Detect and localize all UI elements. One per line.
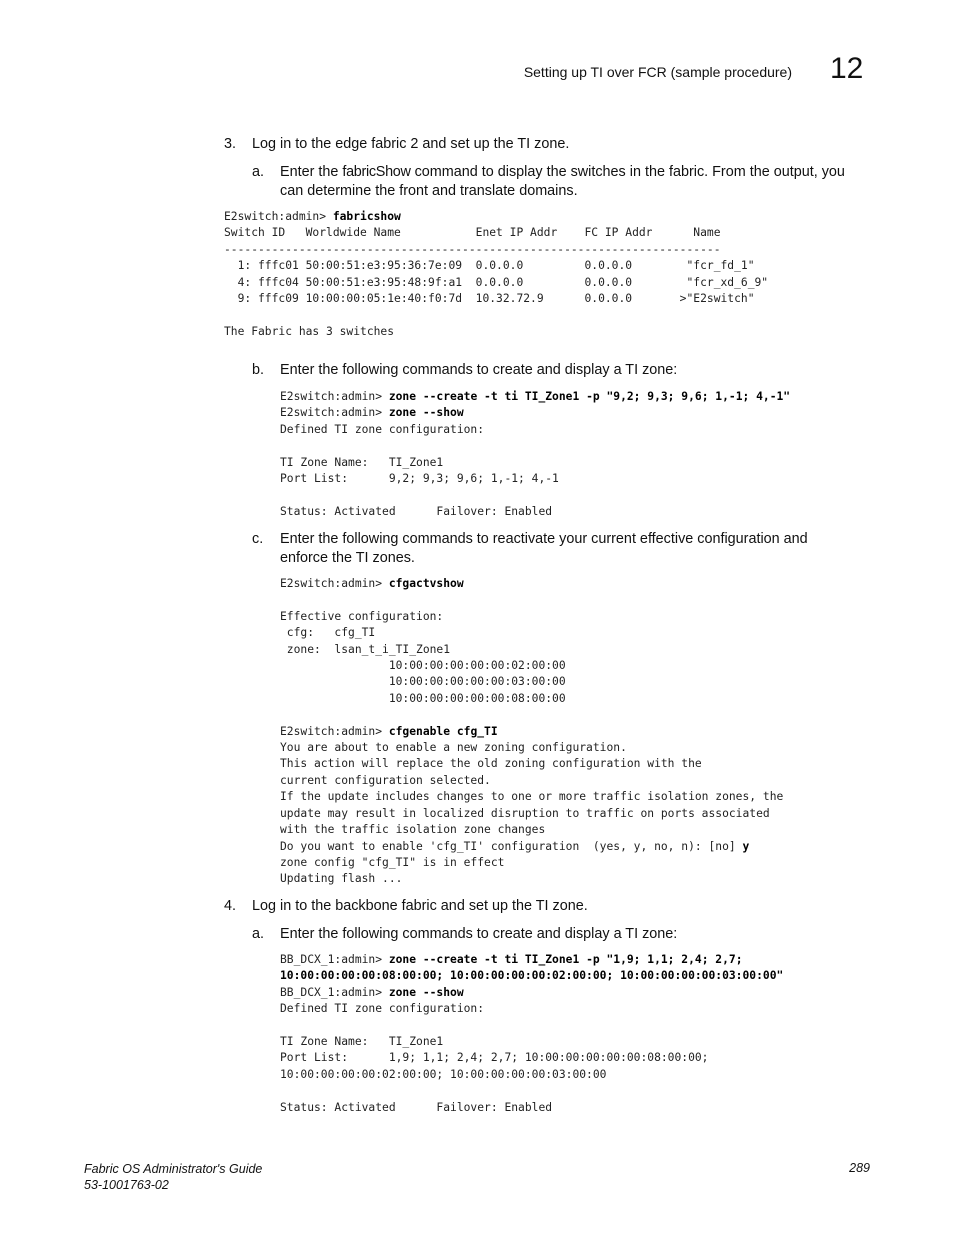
code-prompt: BB_DCX_1:admin>	[280, 953, 389, 966]
code-line	[280, 1083, 783, 1099]
step-3a-text-before: Enter the	[280, 164, 343, 180]
code-command: cfgactvshow	[388, 577, 464, 590]
code-output-text: -------------------------------------------------------------------------	[224, 242, 721, 256]
code-prompt: E2switch:admin>	[280, 577, 389, 590]
code-line	[280, 1034, 783, 1050]
code-line	[224, 324, 768, 340]
code-output-text: TI Zone Name: TI_Zone1	[280, 1035, 444, 1049]
code-command: cfgenable cfg_TI	[388, 724, 498, 738]
code-output-text: Status: Activated Failover: Enabled	[280, 504, 553, 518]
code-line	[280, 576, 783, 592]
code-line	[224, 275, 768, 291]
code-output-text: update may result in localized disruption to traffic on ports associated	[280, 806, 770, 820]
code-line	[224, 258, 768, 274]
code-line	[280, 871, 783, 887]
code-output-text: zone config "cfg_TI" is in effect	[280, 855, 505, 869]
code-output-text: current configuration selected.	[280, 773, 491, 787]
code-line	[280, 691, 783, 707]
code-line	[280, 707, 783, 723]
code-block-zone-create	[280, 389, 790, 520]
code-output-text: 9: fffc09 10:00:00:05:1e:40:f0:7d 10.32.72.9 0.0.0.0 >"E2switch"	[224, 292, 755, 306]
code-line	[280, 1018, 783, 1034]
code-line	[280, 773, 783, 789]
step-3-text: Log in to the edge fabric 2 and set up the TI zone.	[252, 136, 570, 152]
code-output-text: If the update includes changes to one or more traffic isolation zones, the	[280, 790, 784, 804]
code-output-text: zone: lsan_t_i_TI_Zone1	[280, 642, 451, 656]
code-output-text: Effective configuration:	[280, 609, 444, 623]
code-command: zone --create -t ti TI_Zone1 -p "9,2; 9,3; 9,6; 1,-1; 4,-1"	[388, 390, 791, 403]
code-line	[280, 789, 783, 805]
code-output-text: 10:00:00:00:00:00:08:00:00	[280, 691, 566, 705]
code-line	[280, 1050, 783, 1066]
code-line	[280, 609, 783, 625]
code-line	[280, 389, 790, 405]
code-line	[280, 839, 783, 855]
code-prompt: BB_DCX_1:admin>	[280, 985, 389, 999]
step-4a-text: Enter the following commands to create and display a TI zone:	[280, 926, 678, 942]
code-output-text: 10:00:00:00:00:00:02:00:00	[280, 659, 566, 673]
code-output-text: Port List: 1,9; 1,1; 2,4; 2,7; 10:00:00:00:00:00:08:00:00;	[280, 1051, 709, 1065]
step-4-number: 4.	[224, 898, 237, 914]
code-output-text: 10:00:00:00:00:02:00:00; 10:00:00:00:00:03:00:00	[280, 1067, 607, 1081]
code-line	[280, 822, 783, 838]
code-line	[280, 1001, 783, 1017]
step-3-number: 3.	[224, 136, 237, 152]
code-command: 10:00:00:00:00:08:00:00; 10:00:00:00:00:02:00:00; 10:00:00:00:00:03:00:00"	[280, 969, 784, 983]
code-block-cfgenable	[280, 576, 783, 888]
code-output-text: TI Zone Name: TI_Zone1	[280, 455, 444, 469]
code-line	[224, 209, 768, 225]
code-line	[280, 455, 790, 471]
code-output-text: 1: fffc01 50:00:51:e3:95:36:7e:09 0.0.0.0 0.0.0.0 "fcr_fd_1"	[224, 259, 755, 273]
step-3a-letter: a.	[252, 164, 265, 180]
code-command: zone --show	[388, 406, 464, 420]
code-command: y	[742, 839, 750, 853]
page-number: 289	[849, 1161, 870, 1175]
code-command: zone --show	[388, 985, 464, 999]
code-line	[280, 756, 783, 772]
code-line	[280, 625, 783, 641]
step-3c-text-line2: enforce the TI zones.	[280, 550, 415, 566]
code-prompt: E2switch:admin>	[280, 724, 389, 738]
code-line	[280, 422, 790, 438]
code-block-backbone-zone	[280, 952, 783, 1116]
code-output-text: Do you want to enable 'cfg_TI' configuration (yes, y, no, n): [no]	[280, 839, 743, 853]
code-line	[280, 1067, 783, 1083]
code-line	[224, 291, 768, 307]
code-line	[280, 674, 783, 690]
code-line	[224, 225, 768, 241]
code-line	[280, 642, 783, 658]
footer-doc-number: 53-1001763-02	[84, 1178, 169, 1192]
step-3c-letter: c.	[252, 531, 264, 547]
code-line	[280, 740, 783, 756]
code-output-text: 10:00:00:00:00:00:03:00:00	[280, 675, 566, 689]
code-prompt: E2switch:admin>	[224, 210, 333, 223]
step-3a-command: fabricShow	[342, 164, 411, 180]
code-line	[280, 592, 783, 608]
code-line	[224, 307, 768, 323]
code-line	[280, 658, 783, 674]
code-line	[280, 985, 783, 1001]
code-line	[280, 806, 783, 822]
step-3c-text-line1: Enter the following commands to reactivate your current effective configuration and	[280, 531, 808, 547]
running-header-title: Setting up TI over FCR (sample procedure)	[523, 64, 792, 80]
code-line	[280, 471, 790, 487]
code-output-text: 4: fffc04 50:00:51:e3:95:48:9f:a1 0.0.0.0 0.0.0.0 "fcr_xd_6_9"	[224, 275, 769, 289]
code-output-text: Defined TI zone configuration:	[280, 422, 485, 436]
code-line	[280, 1100, 783, 1116]
code-command: fabricshow	[332, 210, 401, 223]
code-output-text: Updating flash ...	[280, 872, 403, 886]
step-3b-letter: b.	[252, 362, 265, 378]
code-line	[280, 504, 790, 520]
code-output-text: This action will replace the old zoning configuration with the	[280, 757, 702, 771]
code-line	[280, 855, 783, 871]
code-prompt: E2switch:admin>	[280, 406, 389, 420]
step-4a-letter: a.	[252, 926, 265, 942]
code-line	[280, 405, 790, 421]
code-output-text: Switch ID Worldwide Name Enet IP Addr FC IP Addr Name	[224, 226, 721, 240]
code-line	[224, 242, 768, 258]
code-line	[280, 724, 783, 740]
code-output-text: with the traffic isolation zone changes	[280, 823, 546, 837]
code-output-text: cfg: cfg_TI	[280, 626, 376, 640]
step-4-text: Log in to the backbone fabric and set up the TI zone.	[252, 898, 588, 914]
step-3b-text: Enter the following commands to create and display a TI zone:	[280, 362, 678, 378]
footer-guide-title: Fabric OS Administrator's Guide	[84, 1162, 263, 1176]
step-3a-text-line2: can determine the front and translate domains.	[280, 183, 578, 199]
code-prompt: E2switch:admin>	[280, 390, 389, 403]
code-output-text: Defined TI zone configuration:	[280, 1002, 485, 1016]
code-line	[280, 438, 790, 454]
code-output-text: Status: Activated Failover: Enabled	[280, 1100, 553, 1114]
code-output-text: Port List: 9,2; 9,3; 9,6; 1,-1; 4,-1	[280, 472, 559, 486]
code-line	[280, 952, 783, 968]
code-block-fabricshow	[224, 209, 768, 340]
step-3a-text-after: command to display the switches in the fabric. From the output, you	[410, 164, 845, 180]
code-line	[280, 487, 790, 503]
chapter-number: 12	[830, 52, 864, 85]
code-output-text: You are about to enable a new zoning configuration.	[280, 741, 627, 755]
code-output-text: The Fabric has 3 switches	[224, 324, 395, 338]
code-line	[280, 968, 783, 984]
code-command: zone --create -t ti TI_Zone1 -p "1,9; 1,1; 2,4; 2,7;	[388, 953, 743, 966]
